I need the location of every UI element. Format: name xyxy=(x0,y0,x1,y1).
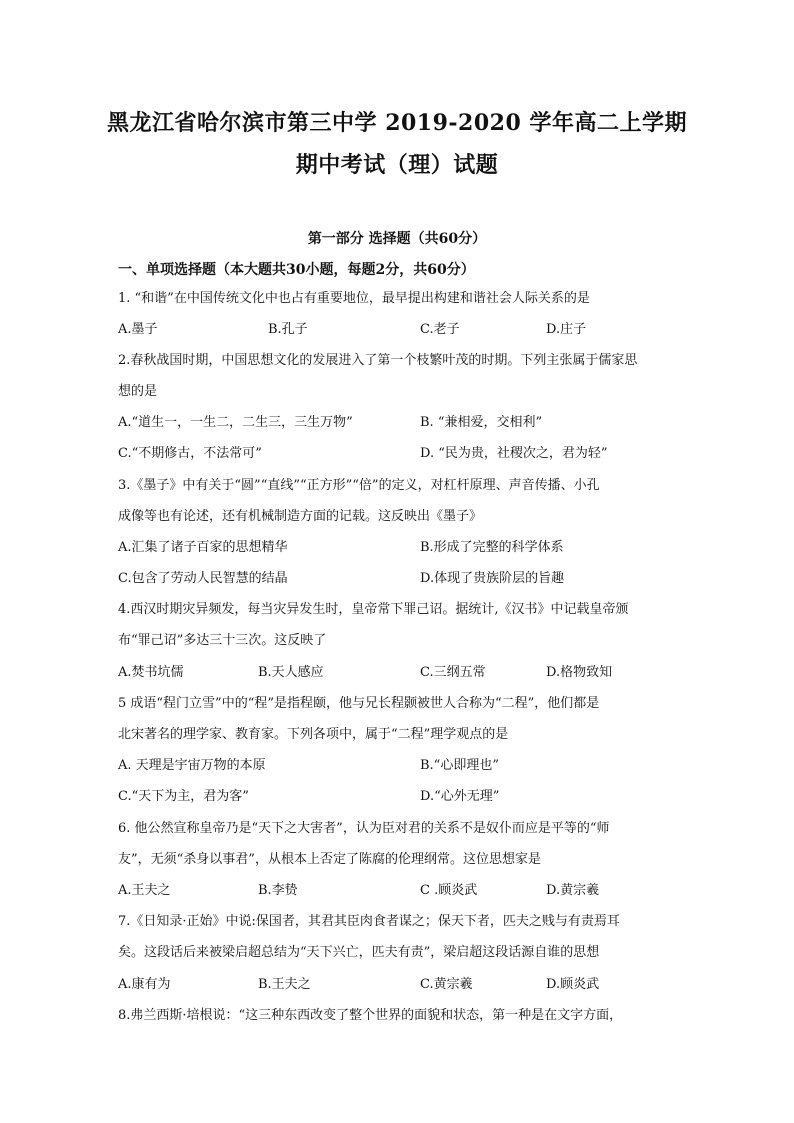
question-6-option-a: A.王夫之 xyxy=(118,883,171,898)
question-6-stem-cont: 友”，无须“杀身以事君”，从根本上否定了陈腐的伦理纲常。这位思想家是 xyxy=(118,852,541,867)
question-5-stem-cont: 北宋著名的理学家、教育家。下列各项中，属于“二程”理学观点的是 xyxy=(118,727,509,742)
question-5-option-d: D.“心外无理” xyxy=(420,789,500,804)
question-1-stem: 1. “和谐”在中国传统文化中也占有重要地位，最早提出构建和谐社会人际关系的是 xyxy=(118,291,590,306)
question-8-stem: 8.弗兰西斯·培根说：“这三种东西改变了整个世界的面貌和状态，第一种是在文字方面， xyxy=(118,1008,623,1023)
section-instruction: 一、单项选择题（本大题共30小题，每题2分，共60分） xyxy=(118,262,475,278)
question-2-option-c: C.“不期修古，不法常可” xyxy=(118,446,262,461)
question-6-option-c: C .顾炎武 xyxy=(420,883,478,898)
question-1-option-c: C.老子 xyxy=(420,322,460,337)
question-7-option-a: A.康有为 xyxy=(118,977,171,992)
question-3-option-c: C.包含了劳动人民智慧的结晶 xyxy=(118,571,288,586)
question-1-option-a: A.墨子 xyxy=(118,322,158,337)
question-6-stem: 6. 他公然宣称皇帝乃是“天下之大害者”，认为臣对君的关系不是奴仆而应是平等的“师 xyxy=(118,821,610,836)
question-7-stem: 7.《日知录·正始》中说:保国者，其君其臣肉食者谋之；保天下者，匹夫之贱与有责焉耳 xyxy=(118,914,620,929)
question-7-option-b: B.王夫之 xyxy=(258,977,311,992)
question-7-option-d: D.顾炎武 xyxy=(546,977,600,992)
question-4-option-b: B.天人感应 xyxy=(258,665,324,680)
question-7-option-c: C.黄宗羲 xyxy=(420,977,473,992)
question-3-stem-cont: 成像等也有论述，还有机械制造方面的记载。这反映出《墨子》 xyxy=(118,509,483,524)
question-2-option-b: B. “兼相爱，交相利” xyxy=(420,415,543,430)
question-6-option-b: B.李贽 xyxy=(258,883,298,898)
question-5-option-c: C.“天下为主，君为客” xyxy=(118,789,249,804)
question-4-option-c: C.三纲五常 xyxy=(420,665,486,680)
question-3-option-a: A.汇集了诸子百家的思想精华 xyxy=(118,540,288,555)
question-2-option-a: A.“道生一，一生二，二生三，三生万物” xyxy=(118,415,353,430)
question-5-option-a: A. 天理是宇宙万物的本原 xyxy=(118,758,266,773)
exam-title-line-2: 期中考试（理）试题 xyxy=(295,152,499,178)
section-heading: 第一部分 选择题（共60分） xyxy=(307,231,487,247)
question-6-option-d: D.黄宗羲 xyxy=(546,883,600,898)
exam-title-line-1: 黑龙江省哈尔滨市第三中学 2019-2020 学年高二上学期 xyxy=(107,110,687,136)
question-2-option-d: D. “民为贵，社稷次之，君为轻” xyxy=(420,446,608,461)
question-5-option-b: B.“心即理也” xyxy=(420,758,499,773)
question-3-stem: 3.《墨子》中有关于“圆”“直线”“正方形”“倍”的定义，对杠杆原理、声音传播、小孔 xyxy=(118,478,600,493)
question-1-option-d: D.庄子 xyxy=(546,322,587,337)
question-3-option-b: B.形成了完整的科学体系 xyxy=(420,540,564,555)
question-4-option-d: D.格物致知 xyxy=(546,665,613,680)
question-4-stem: 4.西汉时期灾异频发，每当灾异发生时，皇帝常下罪己诏。据统计,《汉书》中记载皇帝颁 xyxy=(118,602,629,617)
question-3-option-d: D.体现了贵族阶层的旨趣 xyxy=(420,571,565,586)
question-1-option-b: B.孔子 xyxy=(268,322,308,337)
question-4-option-a: A.焚书坑儒 xyxy=(118,665,184,680)
question-2-stem: 2.春秋战国时期，中国思想文化的发展进入了第一个枝繁叶茂的时期。下列主张属于儒家思 xyxy=(118,353,638,368)
question-7-stem-cont: 矣。这段话后来被梁启超总结为“天下兴亡，匹夫有责”，梁启超这段话源自谁的思想 xyxy=(118,945,600,960)
question-5-stem: 5 成语“程门立雪”中的“程”是指程颐，他与兄长程颢被世人合称为“二程”，他们都是 xyxy=(118,696,600,711)
question-2-stem-cont: 想的是 xyxy=(118,384,158,399)
question-4-stem-cont: 布“罪己诏”多达三十三次。这反映了 xyxy=(118,633,327,648)
